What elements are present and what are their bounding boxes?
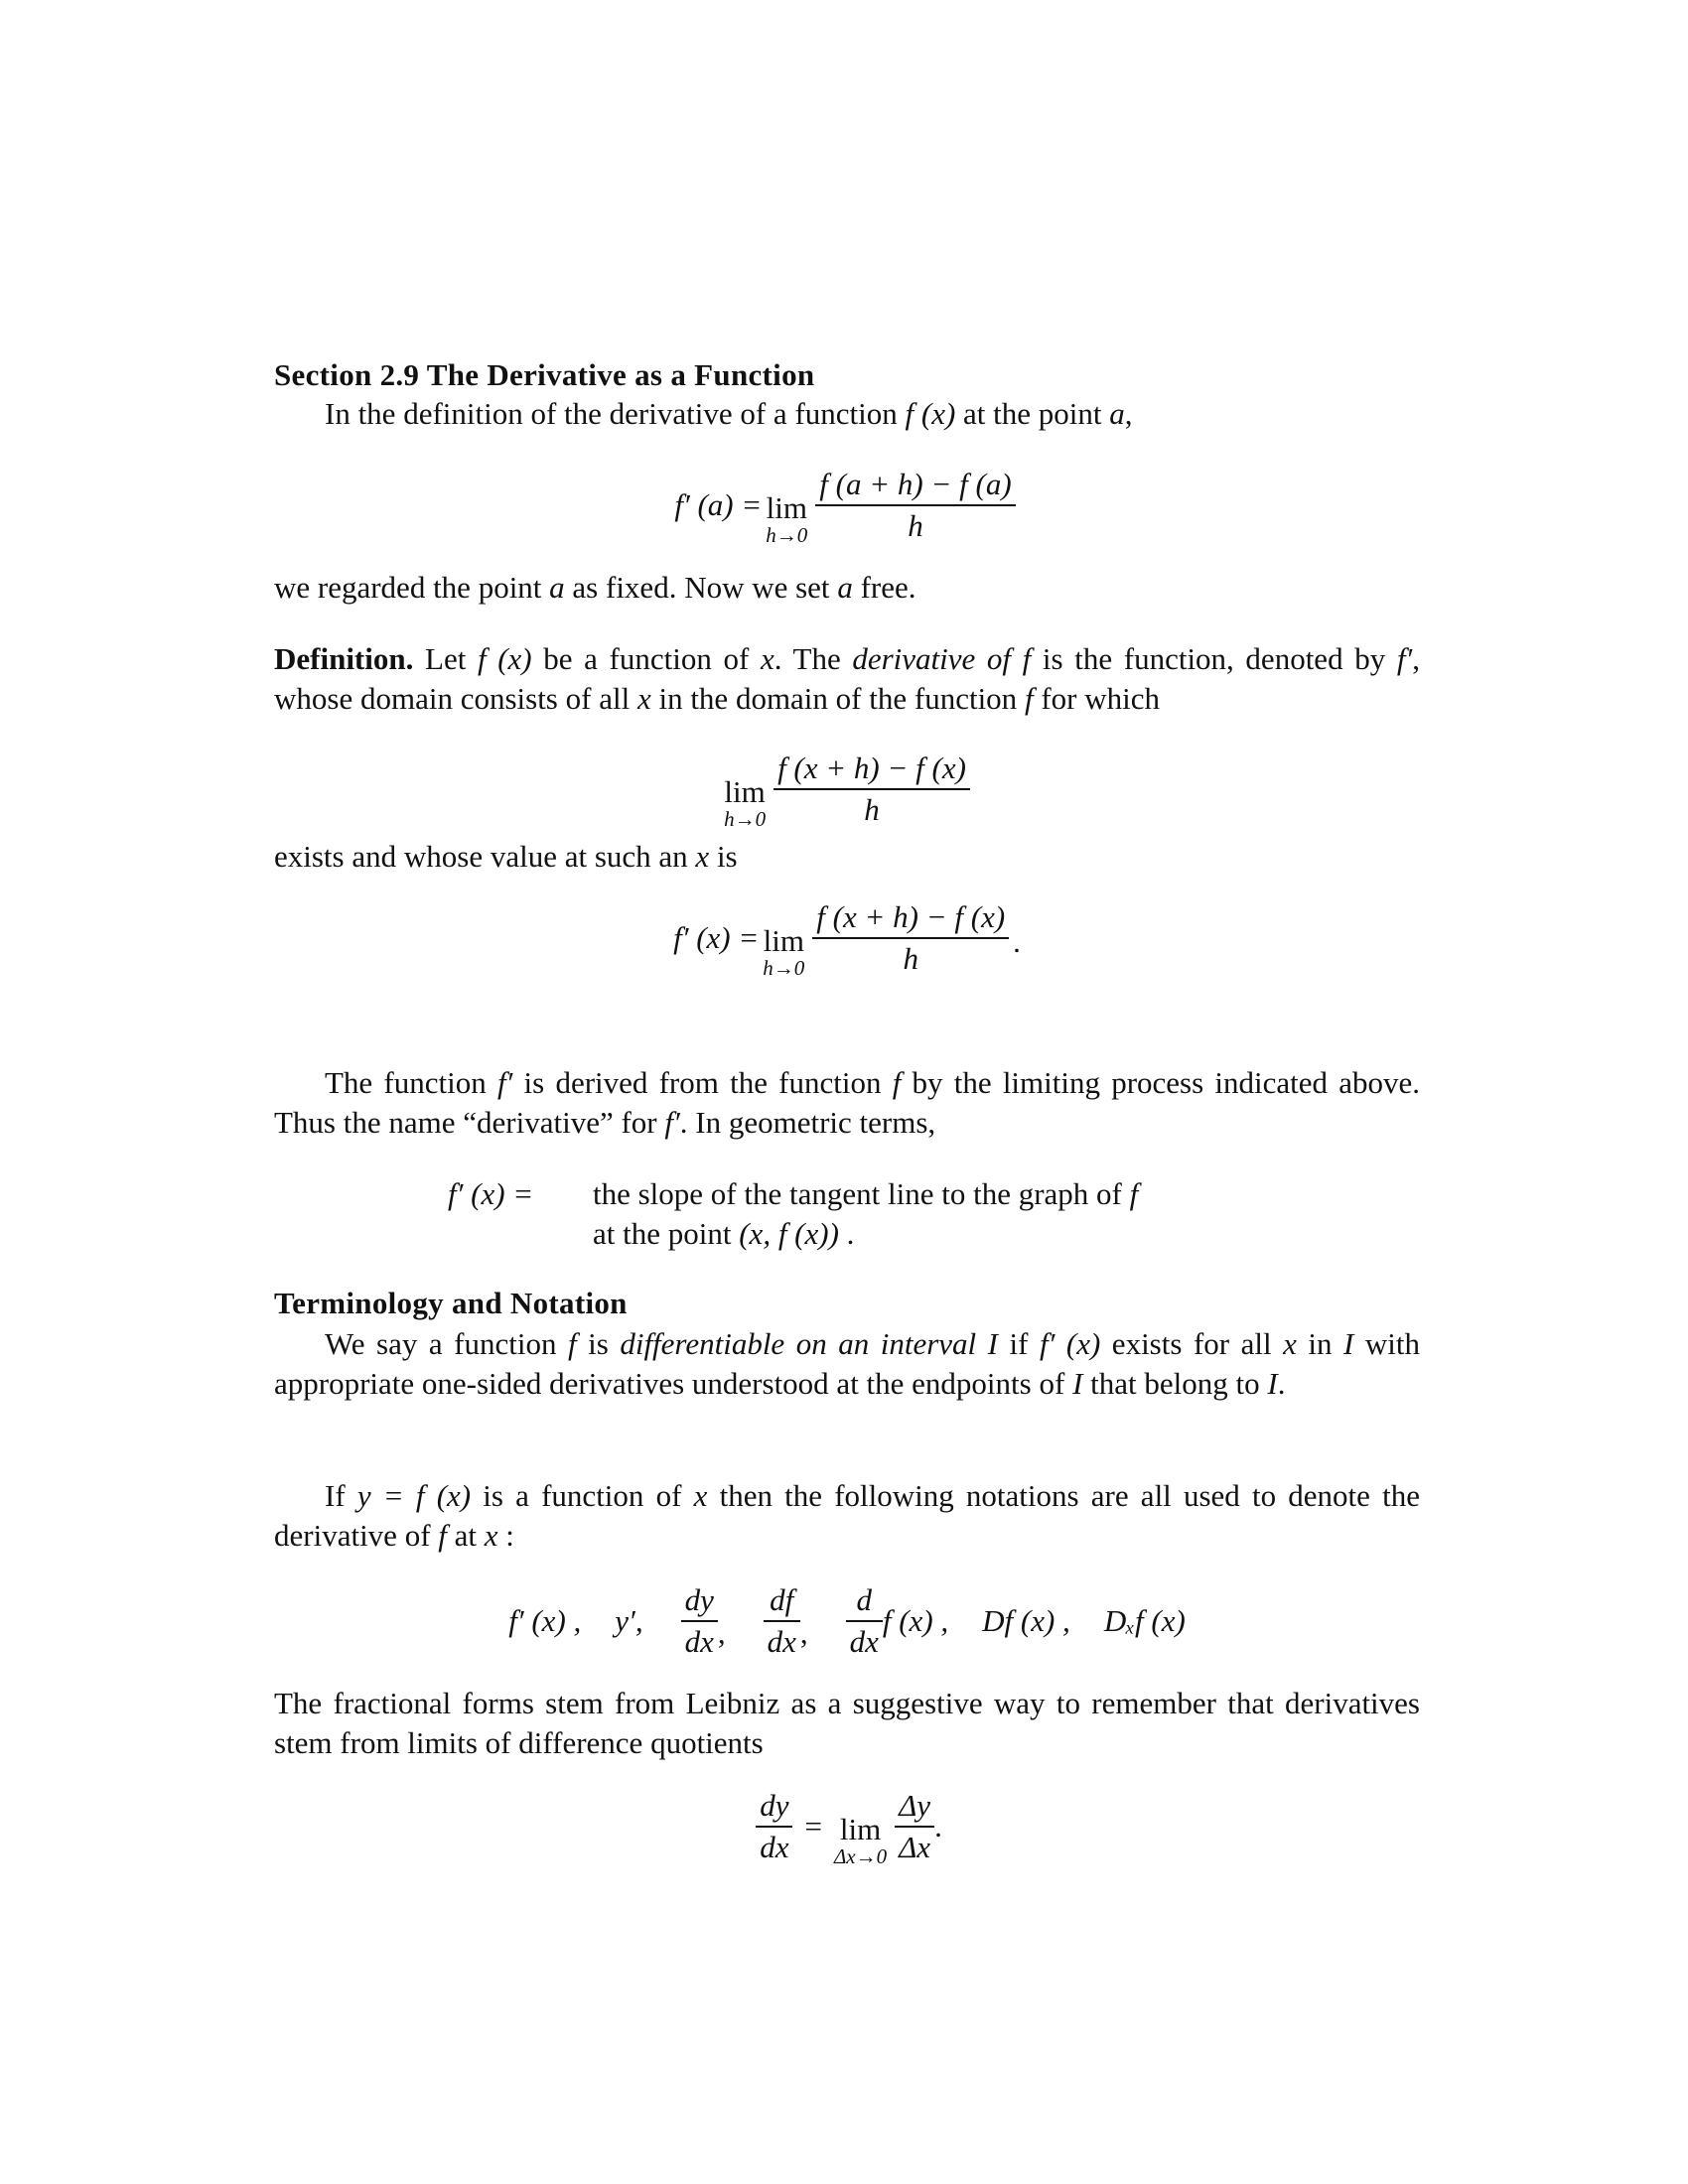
lim-subscript: h→0 [766,523,808,547]
text: is a function of [471,1478,694,1513]
lim-word: lim [766,490,807,525]
math-f: f [1129,1176,1139,1211]
lim-subscript: h→0 [724,807,767,831]
notation-f-of-x: f (x) , [882,1603,949,1638]
math-f: f [438,1518,447,1553]
equation-limit-difference-quotient [274,751,1420,831]
notation-Df: Df (x) , [982,1603,1070,1638]
denominator: dx [846,1620,883,1660]
text: with appropriate one-sided derivatives understood at the endpoints of [274,1326,1420,1401]
math-a: a [837,570,853,605]
denominator: h [812,937,1009,977]
math-f: f [567,1326,577,1361]
eq-lhs: f′ (a) = [674,487,763,522]
math-x: x [636,681,651,716]
numerator: f (a + h) − f (a) [819,467,1012,501]
text: . [838,1216,855,1251]
limit-operator [763,925,804,979]
math-f: f [1024,681,1034,716]
notation-d-dx [846,1582,883,1660]
text: we regarded the point [274,570,550,605]
notation-fprime: f′ (x) , [508,1603,582,1638]
limit-operator [724,776,766,830]
text: is [709,839,738,874]
math-fprime: f′ [1396,641,1413,676]
math-I: I [1267,1366,1278,1401]
math-x: x [695,839,710,874]
math-f: f [892,1065,902,1100]
math-I: I [1072,1366,1083,1401]
text: The function [325,1065,497,1100]
differentiable-paragraph [274,1324,1420,1404]
geometric-paragraph [274,1063,1420,1143]
text: at the point [593,1216,740,1251]
text: be a function of [531,641,761,676]
numerator: f (x + h) − f (x) [777,751,966,785]
intro-paragraph [274,394,1420,434]
text: at [446,1518,485,1553]
math-x: x [1283,1326,1297,1361]
math-y-eq-fx: y = f (x) [356,1478,472,1513]
text: by the limiting process indicated above. Thus the name “derivative” for [274,1065,1420,1140]
numerator: dy [684,1582,714,1617]
numerator: d [856,1582,872,1617]
slope-eq-line1 [593,1174,1138,1214]
derivative-notations [274,1582,1420,1660]
numerator: Δy [899,1788,931,1823]
notation-yprime: y′, [615,1603,643,1638]
dy-dx [756,1788,792,1865]
slope-eq-line2 [593,1214,854,1254]
text: We say a function [325,1326,568,1361]
period: . [1013,924,1021,959]
text: the slope of the tangent line to the graph of [593,1176,1130,1211]
equals-sign: = [804,1809,822,1843]
notation-df-dx [764,1582,800,1660]
defined-term: derivative of f [852,641,1032,676]
text: if [998,1326,1040,1361]
notation-dy-dx [681,1582,718,1660]
denominator: dx [756,1826,792,1865]
denominator: h [815,504,1015,544]
numerator: f (x + h) − f (x) [816,899,1006,934]
comma: , [717,1615,726,1650]
slope-eq-lhs: f′ (x) = [448,1176,534,1211]
text: in [1296,1326,1344,1361]
text: exists and whose value at such an [274,839,696,874]
delta-quotient [895,1788,934,1865]
denominator: dx [764,1620,800,1660]
text: in the domain of the function [650,681,1025,716]
lim-word: lim [763,923,804,958]
text: free. [852,570,916,605]
math-x: x [760,641,774,676]
math-fprime: f′ [496,1065,513,1100]
text: is [576,1326,621,1361]
text: . [1277,1366,1286,1401]
leibniz-paragraph: The fractional forms stem from Leibniz as a suggestive way to remember that derivatives stem from limits of difference quotients [274,1686,1420,1760]
math-x: x [484,1518,498,1553]
eq-lhs: f′ (x) = [673,920,760,955]
defined-term: differentiable on an interval I [620,1326,998,1361]
math-point: (x, f (x)) [739,1216,839,1251]
comma: , [799,1615,808,1650]
text: that belong to [1082,1366,1268,1401]
difference-quotient [812,899,1009,977]
lim-word: lim [724,774,766,809]
intro-text: at the point [955,396,1110,431]
exists-sentence [274,837,1420,877]
text: for which [1033,681,1160,716]
lim-subscript: Δx→0 [833,1844,888,1868]
period: . [934,1809,942,1843]
text: is derived from the function [512,1065,893,1100]
intro-text: In the definition of the derivative of a function [325,396,906,431]
difference-quotient [774,751,970,828]
numerator: df [770,1582,794,1617]
notation-intro-paragraph [274,1476,1420,1556]
math-I: I [1343,1326,1354,1361]
lim-subscript: h→0 [763,956,805,980]
fixed-point-sentence [274,568,1420,608]
math-fx: f (x) [905,396,956,431]
text: : [497,1518,514,1553]
text: . In geometric terms, [679,1105,936,1140]
difference-quotient [815,467,1015,544]
text: If [325,1478,357,1513]
definition-paragraph [274,639,1420,719]
denominator: h [774,788,970,828]
math-fx: f (x) [477,641,532,676]
math-a: a [1109,396,1125,431]
denominator: Δx [895,1826,934,1865]
limit-operator [834,1814,887,1867]
equation-derivative-function [274,899,1420,980]
definition-label: Definition. [274,641,414,676]
notation-Dxf: Dₓf (x) [1103,1603,1186,1638]
lim-word: lim [839,1812,882,1846]
text: is the function, denoted by [1031,641,1397,676]
terminology-heading: Terminology and Notation [274,1286,628,1320]
text: Let [413,641,478,676]
equation-derivative-at-a [274,467,1420,547]
limit-operator [766,492,807,546]
text: exists for all [1100,1326,1284,1361]
math-a: a [549,570,565,605]
equation-leibniz-limit [274,1788,1420,1868]
denominator: dx [681,1620,718,1660]
math-fprime-x: f′ (x) [1039,1326,1101,1361]
intro-text: , [1124,396,1133,431]
math-x: x [693,1478,708,1513]
section-title: Section 2.9 The Derivative as a Function [274,357,815,392]
text: , whose domain consists of all [274,641,1420,716]
text: . The [774,641,853,676]
numerator: dy [760,1788,789,1823]
text: then the following notations are all used to denote the derivative of [274,1478,1420,1553]
text: as fixed. Now we set [564,570,838,605]
math-fprime: f′ [664,1105,680,1140]
